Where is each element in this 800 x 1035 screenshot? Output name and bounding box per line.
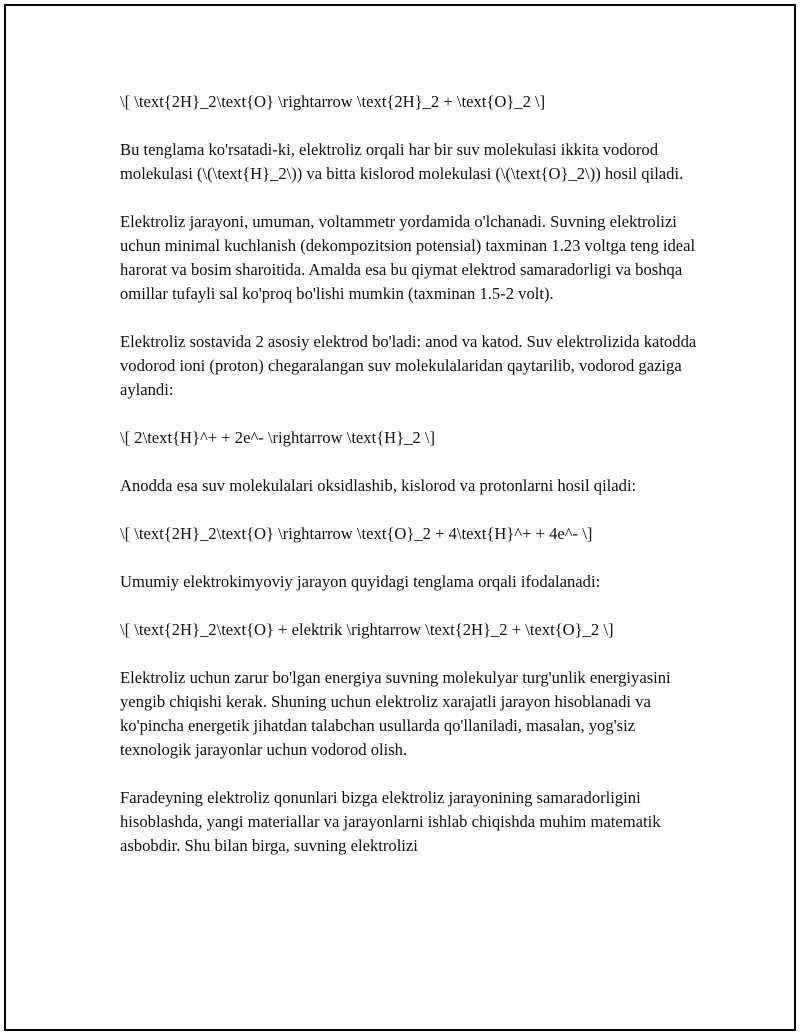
- equation-overall: \[ \text{2H}_2\text{O} + elektrik \rightarrow \text{2H}_2 + \text{O}_2 \]: [120, 620, 614, 639]
- equation-water-decomposition: \[ \text{2H}_2\text{O} \rightarrow \text{2H}_2 + \text{O}_2 \]: [120, 92, 546, 111]
- paragraph-equation-meaning: Bu tenglama ko'rsatadi-ki, elektroliz orqali har bir suv molekulasi ikkita vodorod molekulasi (\(\text{H}_2\)) va bitta kislorod molekulasi (\(\text{O}_2\)) hosil qiladi.: [120, 140, 684, 183]
- paragraph-anode: Anodda esa suv molekulalari oksidlashib, kislorod va protonlarni hosil qiladi:: [120, 476, 637, 495]
- document-page: [4, 4, 796, 1031]
- paragraph-voltammeter: Elektroliz jarayoni, umuman, voltammetr yordamida o'lchanadi. Suvning elektrolizi uchun minimal kuchlanish (dekompozitsion potensial) taxminan 1.23 voltga teng ideal harorat va bosim sharoitida. Amalda esa bu qiymat elektrod samaradorligi va boshqa omillar tufayli sal ko'proq bo'lishi mumkin (taxminan 1.5-2 volt).: [120, 212, 696, 303]
- paragraph-overall: Umumiy elektrokimyoviy jarayon quyidagi tenglama orqali ifodalanadi:: [120, 572, 601, 591]
- paragraph-faraday: Faradeyning elektroliz qonunlari bizga elektroliz jarayonining samaradorligini hisoblashda, yangi materiallar va jarayonlarni ishlab chiqishda muhim matematik asbobdir. Shu bilan birga, suvning elektrolizi: [120, 788, 661, 855]
- equation-cathode: \[ 2\text{H}^+ + 2e^- \rightarrow \text{H}_2 \]: [120, 428, 435, 447]
- paragraph-energy: Elektroliz uchun zarur bo'lgan energiya suvning molekulyar turg'unlik energiyasini yengib chiqishi kerak. Shuning uchun elektroliz xarajatli jarayon hisoblanadi va ko'pincha energetik jihatdan talabchan usullarda qo'llaniladi, masalan, yog'siz texnologik jarayonlar uchun vodorod olish.: [120, 668, 671, 759]
- equation-anode: \[ \text{2H}_2\text{O} \rightarrow \text{O}_2 + 4\text{H}^+ + 4e^- \]: [120, 524, 593, 543]
- document-body: [120, 90, 700, 882]
- paragraph-electrodes: Elektroliz sostavida 2 asosiy elektrod bo'ladi: anod va katod. Suv elektrolizida katodda vodorod ioni (proton) chegaralangan suv molekulalaridan qaytarilib, vodorod gaziga aylandi:: [120, 332, 697, 399]
